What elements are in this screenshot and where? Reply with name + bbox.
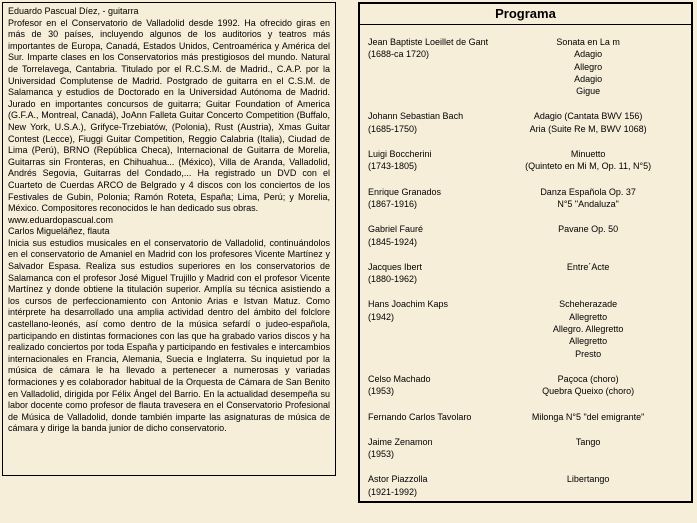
work-line: Tango bbox=[575, 436, 601, 447]
composer-name: Johann Sebastian Bach bbox=[368, 111, 464, 122]
entry-works bbox=[489, 36, 687, 97]
work-line: Milonga N°5 "del emigrante" bbox=[531, 411, 645, 422]
composer-dates: (1953) bbox=[368, 449, 395, 460]
composer-dates: (1867-1916) bbox=[368, 198, 418, 209]
entry-composer bbox=[368, 298, 489, 359]
performer2-title: Carlos Migueláñez, flauta bbox=[8, 226, 110, 237]
performer1-title: Eduardo Pascual Díez, - guitarra bbox=[8, 6, 139, 16]
entry-works bbox=[489, 223, 687, 248]
work-line: Presto bbox=[575, 348, 602, 359]
entry-composer bbox=[368, 373, 489, 398]
entry-composer bbox=[368, 411, 489, 423]
program-entry bbox=[368, 411, 687, 423]
program-title: Programa bbox=[360, 4, 691, 25]
work-line: Allegro bbox=[574, 61, 603, 72]
entry-composer bbox=[368, 436, 489, 461]
work-line: Libertango bbox=[566, 474, 610, 485]
work-line: Danza Española Op. 37 bbox=[540, 186, 636, 197]
work-line: Allegro. Allegretto bbox=[552, 324, 624, 335]
entry-composer bbox=[368, 186, 489, 211]
entry-composer bbox=[368, 223, 489, 248]
work-line: Allegretto bbox=[569, 336, 608, 347]
program-entry bbox=[368, 36, 687, 97]
composer-name: Hans Joachim Kaps bbox=[368, 299, 449, 310]
composer-name: Celso Machado bbox=[368, 373, 431, 384]
composer-dates: (1845-1924) bbox=[368, 236, 418, 247]
composer-name: Luigi Boccherini bbox=[368, 149, 432, 160]
entry-composer bbox=[368, 473, 489, 498]
program-entry bbox=[368, 186, 687, 211]
entry-works bbox=[489, 473, 687, 498]
work-line: Gigue bbox=[576, 86, 601, 97]
entry-works bbox=[489, 298, 687, 359]
entry-composer bbox=[368, 148, 489, 173]
composer-dates: (1953) bbox=[368, 386, 395, 397]
program-entry bbox=[368, 110, 687, 135]
program-entry bbox=[368, 148, 687, 173]
composer-dates: (1921-1992) bbox=[368, 486, 418, 497]
composer-name: Jacques Ibert bbox=[368, 261, 423, 272]
composer-name: Astor Piazzolla bbox=[368, 474, 428, 485]
work-line: Aria (Suite Re M, BWV 1068) bbox=[529, 123, 647, 134]
performer2-bio: Inicia sus estudios musicales en el conservatorio de Valladolid, continuándolos en el conservatorio de Amaniel en Madrid con los profesores Vicente Martínez y Salvador Espasa. Realiza sus estudios superiores en los conservatorios de Salamanca con el profesor José Miguel Trujillo y Madrid con el profesor Vicente Martínez y donde obtiene la titulación superior. Amplía su técnica asistiendo a los cursos de perfeccionamiento con Antonio Arias e Istvan Matuz. Como intérprete ha desarrollado una amplia actividad dentro del ámbito del folclore castellano-leonés, así como dentro de la música sefardí o judeo-española, participando en distintas formaciones con las que ha grabado varios discos y ha realizado conciertos por toda España y participando en festivales e intercambios internacionales en Francia, Alemania, Suecia e Inglaterra. Su inquietud por la música de cámara le ha llevado a pertenecer a numerosas y variadas formaciones y es colaborador habitual de la Orquesta de Cámara de San Benito en Valladolid, dirigida por Félix Ángel del Barrio. En la actualidad desempeña su labor docente como profesor de flauta travesera en el Conservatorio Profesional de Música de Valladolid, donde también imparte las asignaturas de música de cámara y dirige la banda junior de dicho conservatorio. bbox=[8, 237, 330, 434]
entry-works bbox=[489, 186, 687, 211]
entry-works bbox=[489, 261, 687, 286]
program-entry bbox=[368, 473, 687, 498]
work-line: Scheherazade bbox=[559, 299, 618, 310]
entry-composer bbox=[368, 36, 489, 97]
program-entry bbox=[368, 436, 687, 461]
composer-dates: (1942) bbox=[368, 311, 395, 322]
performer1-bio: Profesor en el Conservatorio de Valladolid desde 1992. Ha ofrecido giras en más de 30 países, incluyendo algunos de los auditorios y teatros más importantes de Europa, Canadá, Estados Unidos, Centroamérica y América del Sur. Imparte clases en los Conservatorios más prestigiosos del mundo. Natural de Torrelavega, Cantabria. Titulado por el R.C.S.M. de Madrid., C.A.P. por la Universidad Complutense de Madrid. Postgrado de guitarra en el C.S.M. de Salamanca y estudios de Doctorado en la Universidad Autónoma de Madrid. Jurado en importantes concursos de guitarra; Guitar Foundation of America (G.F.A., Montreal, Canadá), JoAnn Falleta Guitar Concerto Competition (Buffalo, New York, U.S.A.), Grifyce-Trzebiatów, (Polonia), Rust (Austria), Xmas Guitar Contest (Lecce), Fiuggi Guitar Competition, Reggio Calabria (Italia), Ciudad de Lima (Perú), BRNO (República Checa), Internacional de Guitarra de Morelia, Guitarras sin Fronteras, en Chihuahua... (México), Villa de Aranda, Valladolid, Andrés Segovia, Guitarras del Condado,... Ha registrado un DVD con el Cuarteto de Cuerdas ARCO de Belgrado y 4 discos con los conciertos de los Festivales de Gubin, Polonia; Ramón Roteta, España; Lima, Perú; y Morelia, México. Compositores reconocidos le han dedicado sus obras. bbox=[8, 17, 330, 214]
work-line: Adagio (Cantata BWV 156) bbox=[533, 111, 643, 122]
composer-dates: (1688-ca 1720) bbox=[368, 49, 430, 60]
composer-name: Gabriel Fauré bbox=[368, 224, 424, 235]
work-line: (Quinteto en Mi M, Op. 11, N°5) bbox=[525, 161, 652, 172]
entry-works bbox=[489, 148, 687, 173]
program-entry bbox=[368, 223, 687, 248]
composer-name: Fernando Carlos Tavolaro bbox=[368, 411, 472, 422]
work-line: Pavane Op. 50 bbox=[558, 224, 619, 235]
work-line: Allegretto bbox=[569, 311, 608, 322]
entry-works bbox=[489, 110, 687, 135]
entry-works bbox=[489, 373, 687, 398]
work-line: N°5 "Andaluza" bbox=[557, 198, 619, 209]
composer-name: Enrique Granados bbox=[368, 186, 442, 197]
entry-works bbox=[489, 436, 687, 461]
work-line: Entre´Acte bbox=[566, 261, 610, 272]
composer-dates: (1743-1805) bbox=[368, 161, 418, 172]
program-entry bbox=[368, 298, 687, 359]
program-entries-list bbox=[360, 25, 691, 498]
program-panel bbox=[358, 2, 693, 503]
work-line: Adagio bbox=[574, 73, 603, 84]
work-line: Quebra Queixo (choro) bbox=[542, 386, 635, 397]
entry-works bbox=[489, 411, 687, 423]
performer-bios-panel bbox=[2, 2, 336, 476]
entry-composer bbox=[368, 261, 489, 286]
program-entry bbox=[368, 261, 687, 286]
performer1-website-text: www.eduardopascual.com bbox=[8, 214, 114, 225]
work-line: Paçoca (choro) bbox=[557, 373, 619, 384]
composer-dates: (1685-1750) bbox=[368, 123, 418, 134]
entry-composer bbox=[368, 110, 489, 135]
work-line: Adagio bbox=[574, 49, 603, 60]
composer-name: Jaime Zenamon bbox=[368, 436, 433, 447]
composer-dates: (1880-1962) bbox=[368, 274, 418, 285]
work-line: Minuetto bbox=[570, 149, 606, 160]
program-entry bbox=[368, 373, 687, 398]
composer-name: Jean Baptiste Loeillet de Gant bbox=[368, 37, 489, 47]
work-line: Sonata en La m bbox=[556, 37, 620, 47]
